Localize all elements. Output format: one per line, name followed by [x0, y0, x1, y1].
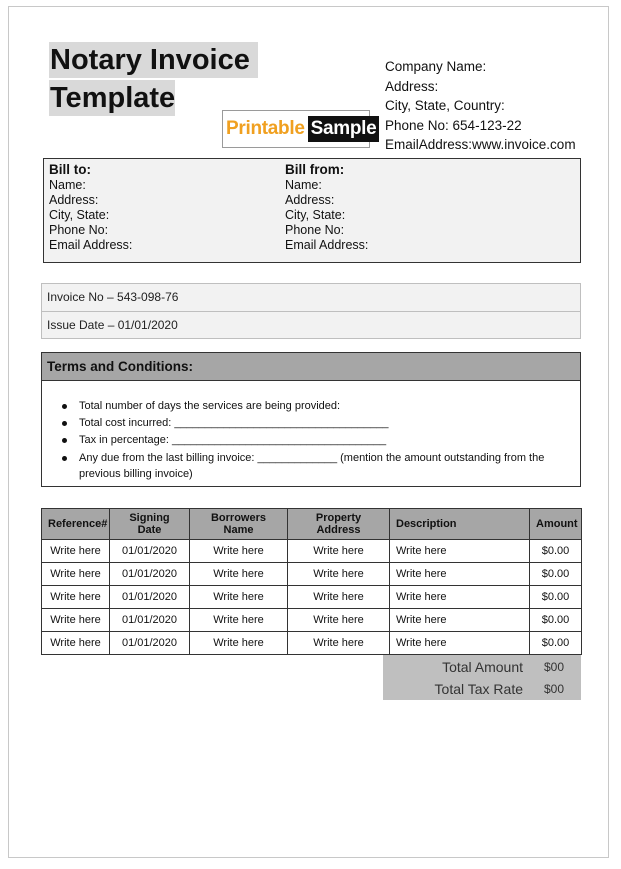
cell-property-address[interactable]: Write here: [288, 563, 390, 586]
totals-box: [383, 655, 581, 700]
total-amount-row: [383, 656, 581, 678]
cell-amount[interactable]: $0.00: [530, 609, 582, 632]
title-line-1: Notary Invoice: [49, 42, 258, 78]
header-amount: Amount: [530, 509, 582, 540]
cell-borrowers-name[interactable]: Write here: [190, 540, 288, 563]
terms-item: Tax in percentage: ___________________________________: [62, 432, 570, 449]
terms-list: [62, 398, 570, 482]
bill-from-heading: Bill from:: [285, 162, 345, 177]
terms-item: Any due from the last billing invoice: _____________ (mention the amount outstanding from the previous billing invoice): [62, 450, 570, 482]
cell-amount[interactable]: $0.00: [530, 632, 582, 655]
bill-from-phone: Phone No:: [285, 223, 345, 237]
bill-to-city: City, State:: [49, 208, 110, 222]
header-borrowers-name: Borrowers Name: [190, 509, 288, 540]
bill-from-email: Email Address:: [285, 238, 369, 252]
logo-sample-text: Sample: [308, 116, 380, 142]
cell-property-address[interactable]: Write here: [288, 632, 390, 655]
cell-reference[interactable]: Write here: [42, 563, 110, 586]
bill-to-address: Address:: [49, 193, 99, 207]
header-reference: Reference#: [42, 509, 110, 540]
table-row: [42, 632, 582, 655]
cell-signing-date[interactable]: 01/01/2020: [110, 609, 190, 632]
invoice-number: Invoice No – 543-098-76: [47, 290, 179, 304]
bill-to: [49, 162, 132, 253]
cell-borrowers-name[interactable]: Write here: [190, 563, 288, 586]
header-property-address: Property Address: [288, 509, 390, 540]
terms-section: [41, 352, 581, 487]
cell-borrowers-name[interactable]: Write here: [190, 632, 288, 655]
cell-amount[interactable]: $0.00: [530, 586, 582, 609]
cell-signing-date[interactable]: 01/01/2020: [110, 586, 190, 609]
cell-reference[interactable]: Write here: [42, 632, 110, 655]
bill-from-address: Address:: [285, 193, 335, 207]
header-description: Description: [390, 509, 530, 540]
total-tax-row: [383, 678, 581, 700]
company-phone: Phone No: 654-123-22: [385, 117, 522, 133]
services-table: [41, 508, 582, 655]
cell-property-address[interactable]: Write here: [288, 586, 390, 609]
printable-sample-logo: [222, 110, 377, 148]
cell-description[interactable]: Write here: [390, 586, 530, 609]
document-title: [49, 42, 258, 116]
cell-amount[interactable]: $0.00: [530, 540, 582, 563]
cell-description[interactable]: Write here: [390, 609, 530, 632]
cell-reference[interactable]: Write here: [42, 609, 110, 632]
bill-to-name: Name:: [49, 178, 86, 192]
cell-borrowers-name[interactable]: Write here: [190, 609, 288, 632]
issue-date: Issue Date – 01/01/2020: [42, 311, 580, 339]
table-row: [42, 586, 582, 609]
cell-amount[interactable]: $0.00: [530, 563, 582, 586]
bill-to-email: Email Address:: [49, 238, 133, 252]
bill-from-city: City, State:: [285, 208, 346, 222]
company-city: City, State, Country:: [385, 98, 505, 113]
table-row: [42, 563, 582, 586]
cell-signing-date[interactable]: 01/01/2020: [110, 540, 190, 563]
terms-heading: Terms and Conditions:: [42, 353, 580, 381]
cell-description[interactable]: Write here: [390, 563, 530, 586]
total-tax-label: Total Tax Rate: [434, 681, 523, 697]
billing-section: [43, 158, 581, 263]
table-row: [42, 540, 582, 563]
cell-description[interactable]: Write here: [390, 632, 530, 655]
bill-to-heading: Bill to:: [49, 162, 91, 177]
invoice-page: [8, 6, 609, 858]
invoice-details: [41, 283, 581, 339]
table-header-row: [42, 509, 582, 540]
cell-borrowers-name[interactable]: Write here: [190, 586, 288, 609]
table-row: [42, 609, 582, 632]
terms-item: Total number of days the services are being provided:: [62, 398, 570, 415]
bill-from: [285, 162, 368, 253]
total-amount-value: $00: [544, 660, 565, 674]
cell-reference[interactable]: Write here: [42, 586, 110, 609]
cell-description[interactable]: Write here: [390, 540, 530, 563]
total-tax-value: $00: [544, 682, 565, 696]
header-signing-date: Signing Date: [110, 509, 190, 540]
bill-to-phone: Phone No:: [49, 223, 109, 237]
total-amount-label: Total Amount: [442, 659, 523, 675]
terms-item: Total cost incurred: ___________________________________: [62, 415, 570, 432]
cell-reference[interactable]: Write here: [42, 540, 110, 563]
logo-printable-text: Printable: [226, 118, 305, 139]
company-email: EmailAddress:www.invoice.com: [385, 137, 576, 152]
title-line-2: Template: [50, 82, 176, 114]
company-name: Company Name:: [385, 59, 487, 74]
cell-property-address[interactable]: Write here: [288, 609, 390, 632]
company-info: [385, 57, 576, 155]
cell-property-address[interactable]: Write here: [288, 540, 390, 563]
bill-from-name: Name:: [285, 178, 322, 192]
cell-signing-date[interactable]: 01/01/2020: [110, 563, 190, 586]
company-address: Address:: [385, 78, 439, 94]
cell-signing-date[interactable]: 01/01/2020: [110, 632, 190, 655]
